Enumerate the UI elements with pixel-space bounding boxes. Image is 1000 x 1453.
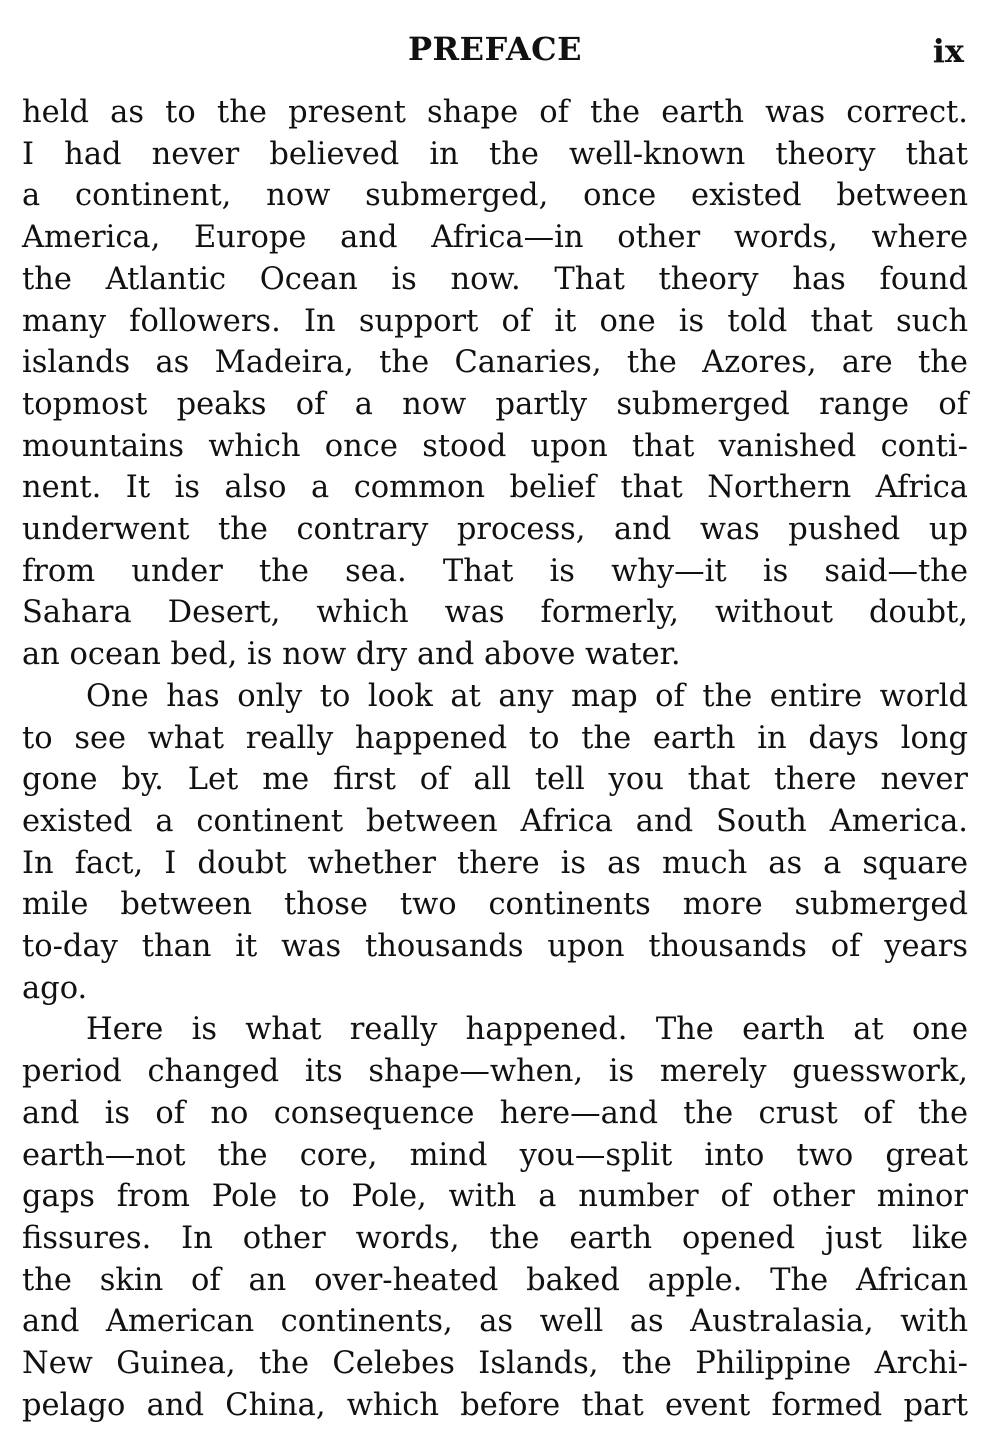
text-line: to-day than it was thousands upon thousands of years (22, 929, 968, 965)
text-line: gaps from Pole to Pole, with a number of other minor (22, 1179, 968, 1215)
page-number: ix (932, 32, 964, 70)
text-line: mile between those two continents more submerged (22, 887, 968, 923)
text-line: pelago and China, which before that event formed part (22, 1387, 968, 1423)
running-head: PREFACE (407, 30, 583, 68)
text-line: I had never believed in the well-known theory that (22, 136, 968, 172)
text-line: ago. (22, 970, 88, 1006)
text-line: and American continents, as well as Australasia, with (22, 1304, 968, 1340)
text-line: In fact, I doubt whether there is as much as a square (22, 845, 968, 881)
text-line: the Atlantic Ocean is now. That theory has found (22, 261, 968, 297)
paragraph (22, 1009, 968, 1426)
text-line: Here is what really happened. The earth at one (86, 1012, 968, 1048)
text-line: underwent the contrary process, and was pushed up (22, 512, 968, 548)
text-line: the skin of an over-heated baked apple. The African (22, 1262, 968, 1298)
text-line: New Guinea, the Celebes Islands, the Philippine Archi- (22, 1346, 968, 1382)
text-line: held as to the present shape of the earth was correct. (22, 95, 968, 130)
text-line: islands as Madeira, the Canaries, the Azores, are the (22, 345, 968, 381)
page-header (22, 22, 968, 92)
text-line: mountains which once stood upon that vanished conti- (22, 428, 968, 464)
text-line: many followers. In support of it one is told that such (22, 303, 968, 339)
text-line: gone by. Let me first of all tell you that there never (22, 762, 968, 798)
text-line: topmost peaks of a now partly submerged range of (22, 386, 968, 422)
text-line: and is of no consequence here—and the crust of the (22, 1095, 968, 1131)
text-line: America, Europe and Africa—in other words, where (22, 220, 968, 256)
text-line: One has only to look at any map of the entire world (86, 678, 968, 714)
text-line: period changed its shape—when, is merely guesswork, (22, 1054, 968, 1090)
text-line: an ocean bed, is now dry and above water. (22, 637, 681, 673)
body-text (22, 92, 968, 1427)
text-line: earth—not the core, mind you—split into two great (22, 1137, 968, 1173)
text-line: fissures. In other words, the earth opened just like (22, 1220, 968, 1256)
text-line: to see what really happened to the earth in days long (22, 720, 968, 756)
text-line: Sahara Desert, which was formerly, without doubt, (22, 595, 968, 631)
paragraph (22, 92, 968, 676)
text-line: nent. It is also a common belief that Northern Africa (22, 470, 968, 506)
paragraph (22, 676, 968, 1010)
book-page (22, 22, 968, 1432)
text-line: existed a continent between Africa and South America. (22, 803, 968, 839)
text-line: from under the sea. That is why—it is said—the (22, 553, 968, 589)
text-line: a continent, now submerged, once existed between (22, 178, 968, 214)
